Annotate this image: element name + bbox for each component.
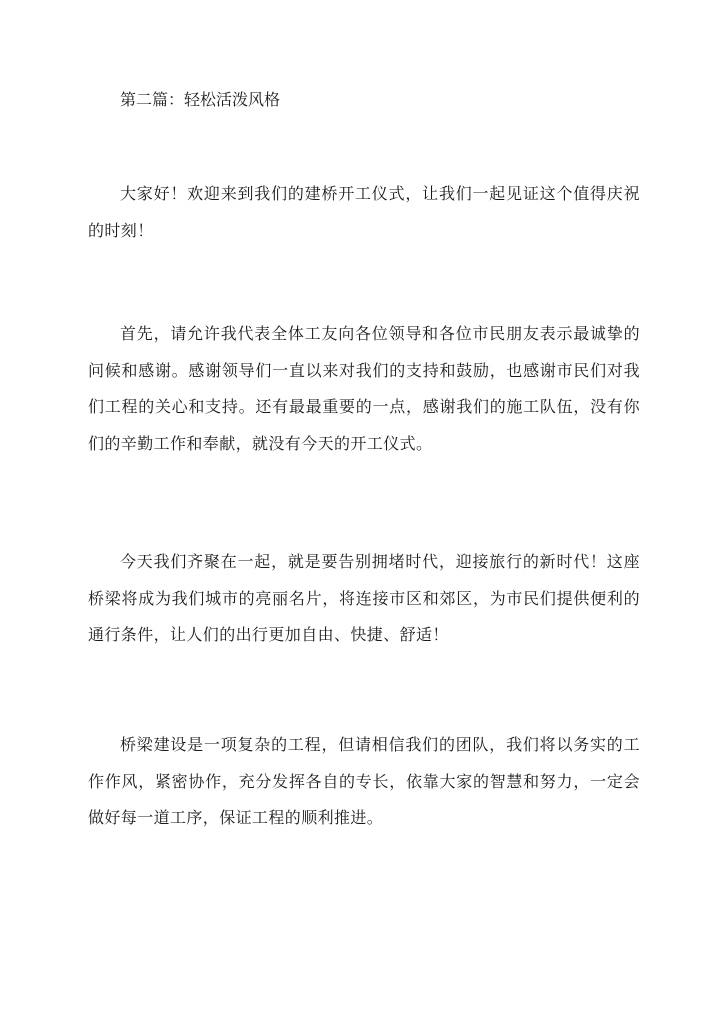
paragraph-greeting: 大家好！欢迎来到我们的建桥开工仪式，让我们一起见证这个值得庆祝的时刻！ [88,184,640,240]
paragraph-construction: 桥梁建设是一项复杂的工程，但请相信我们的团队，我们将以务实的工作作风，紧密协作，充分发挥各自的专长，依靠大家的智慧和努力，一定会做好每一道工序，保证工程的顺利推进。 [88,735,640,827]
paragraph-new-era: 今天我们齐聚在一起，就是要告别拥堵时代，迎接旅行的新时代！这座桥梁将成为我们城市的亮丽名片，将连接市区和郊区，为市民们提供便利的通行条件，让人们的出行更加自由、快捷、舒适！ [88,552,640,644]
paragraph-thanks: 首先，请允许我代表全体工友向各位领导和各位市民朋友表示最诚挚的问候和感谢。感谢领导们一直以来对我们的支持和鼓励，也感谢市民们对我们工程的关心和支持。还有最最重要的一点，感谢我们的施工队伍，没有你们的辛勤工作和奉献，就没有今天的开工仪式。 [88,324,640,453]
section-heading: 第二篇：轻松活泼风格 [120,90,281,109]
